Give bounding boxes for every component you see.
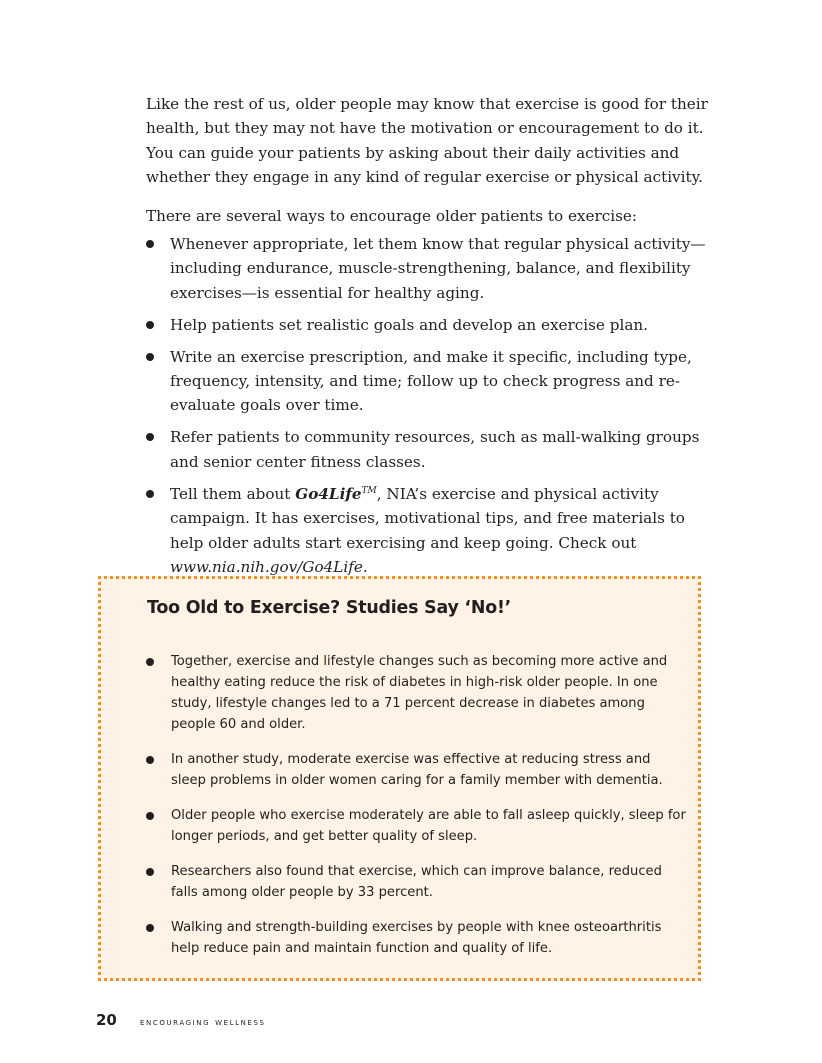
running-head: encouraging wellness: [139, 1016, 266, 1028]
sidebar-item: [146, 861, 686, 903]
go4life-name: Go4Life: [295, 484, 362, 503]
bullet-icon: [146, 353, 154, 361]
sidebar-list: [146, 651, 686, 973]
list-item-text: Help patients set realistic goals and develop an exercise plan.: [170, 315, 648, 334]
sidebar-item: [146, 805, 686, 847]
page-number: 20: [96, 1011, 117, 1029]
go4life-prefix: Tell them about: [170, 484, 296, 503]
sidebar-item: [146, 651, 686, 735]
page-footer: [96, 1010, 266, 1029]
main-text: [146, 92, 712, 587]
list-item-text: Write an exercise prescription, and make it specific, including type, frequency, intensity, and time; follow up to check progress and re-evaluate goals over time.: [170, 347, 692, 415]
list-item: [146, 425, 712, 474]
bullet-icon: [146, 490, 154, 498]
list-item-text: Whenever appropriate, let them know that regular physical activity—including endurance, muscle-strengthening, balance, and flexibility exercises—is essential for healthy aging.: [170, 235, 706, 302]
go4life-url[interactable]: www.nia.nih.gov/Go4Life: [170, 557, 363, 576]
sidebar-box: [98, 576, 701, 981]
sidebar-item-text: Together, exercise and lifestyle changes such as becoming more active and healthy eating reduce the risk of diabetes in high-risk older people. In one study, lifestyle changes led to a 71 percent decrease in diabetes among people 60 and older.: [171, 654, 668, 732]
sidebar-item-text: Walking and strength-building exercises by people with knee osteoarthritis help reduce pain and maintain function and quality of life.: [171, 920, 662, 956]
list-item: [146, 313, 712, 337]
list-item: [146, 232, 712, 305]
go4life-description: , NIA’s exercise and physical activity campaign. It has exercises, motivational tips, and free materials to help older adults start exercising and keep going. Check out: [170, 484, 685, 552]
bullet-icon: [146, 321, 154, 329]
encouragement-list: [146, 232, 712, 579]
sidebar-item-text: Older people who exercise moderately are able to fall asleep quickly, sleep for longer periods, and get better quality of sleep.: [171, 808, 686, 844]
intro-paragraph: Like the rest of us, older people may know that exercise is good for their health, but they may not have the motivation or encouragement to do it. You can guide your patients by asking about their daily activities and whether they engage in any kind of regular exercise or physical activity.: [146, 95, 708, 187]
list-item-go4life: [146, 482, 712, 580]
list-item: [146, 345, 712, 418]
bullet-icon: [146, 924, 154, 932]
sidebar-item-text: Researchers also found that exercise, which can improve balance, reduced falls among older people by 33 percent.: [171, 864, 662, 900]
go4life-end: .: [362, 557, 368, 576]
bullet-icon: [146, 658, 154, 666]
sidebar-item: [146, 917, 686, 959]
bullet-icon: [146, 433, 154, 441]
sidebar-item-text: In another study, moderate exercise was effective at reducing stress and sleep problems in older women caring for a family member with dementia.: [171, 752, 663, 788]
bullet-icon: [146, 868, 154, 876]
bullet-icon: [146, 240, 154, 248]
bullet-icon: [146, 756, 154, 764]
lead-sentence: There are several ways to encourage older patients to exercise:: [146, 206, 638, 225]
sidebar-item: [146, 749, 686, 791]
sidebar-title: Too Old to Exercise? Studies Say ‘No!’: [147, 598, 512, 618]
trademark-mark: TM: [361, 485, 377, 496]
bullet-icon: [146, 812, 154, 820]
list-item-text: Refer patients to community resources, such as mall-walking groups and senior center fitness classes.: [170, 428, 700, 471]
